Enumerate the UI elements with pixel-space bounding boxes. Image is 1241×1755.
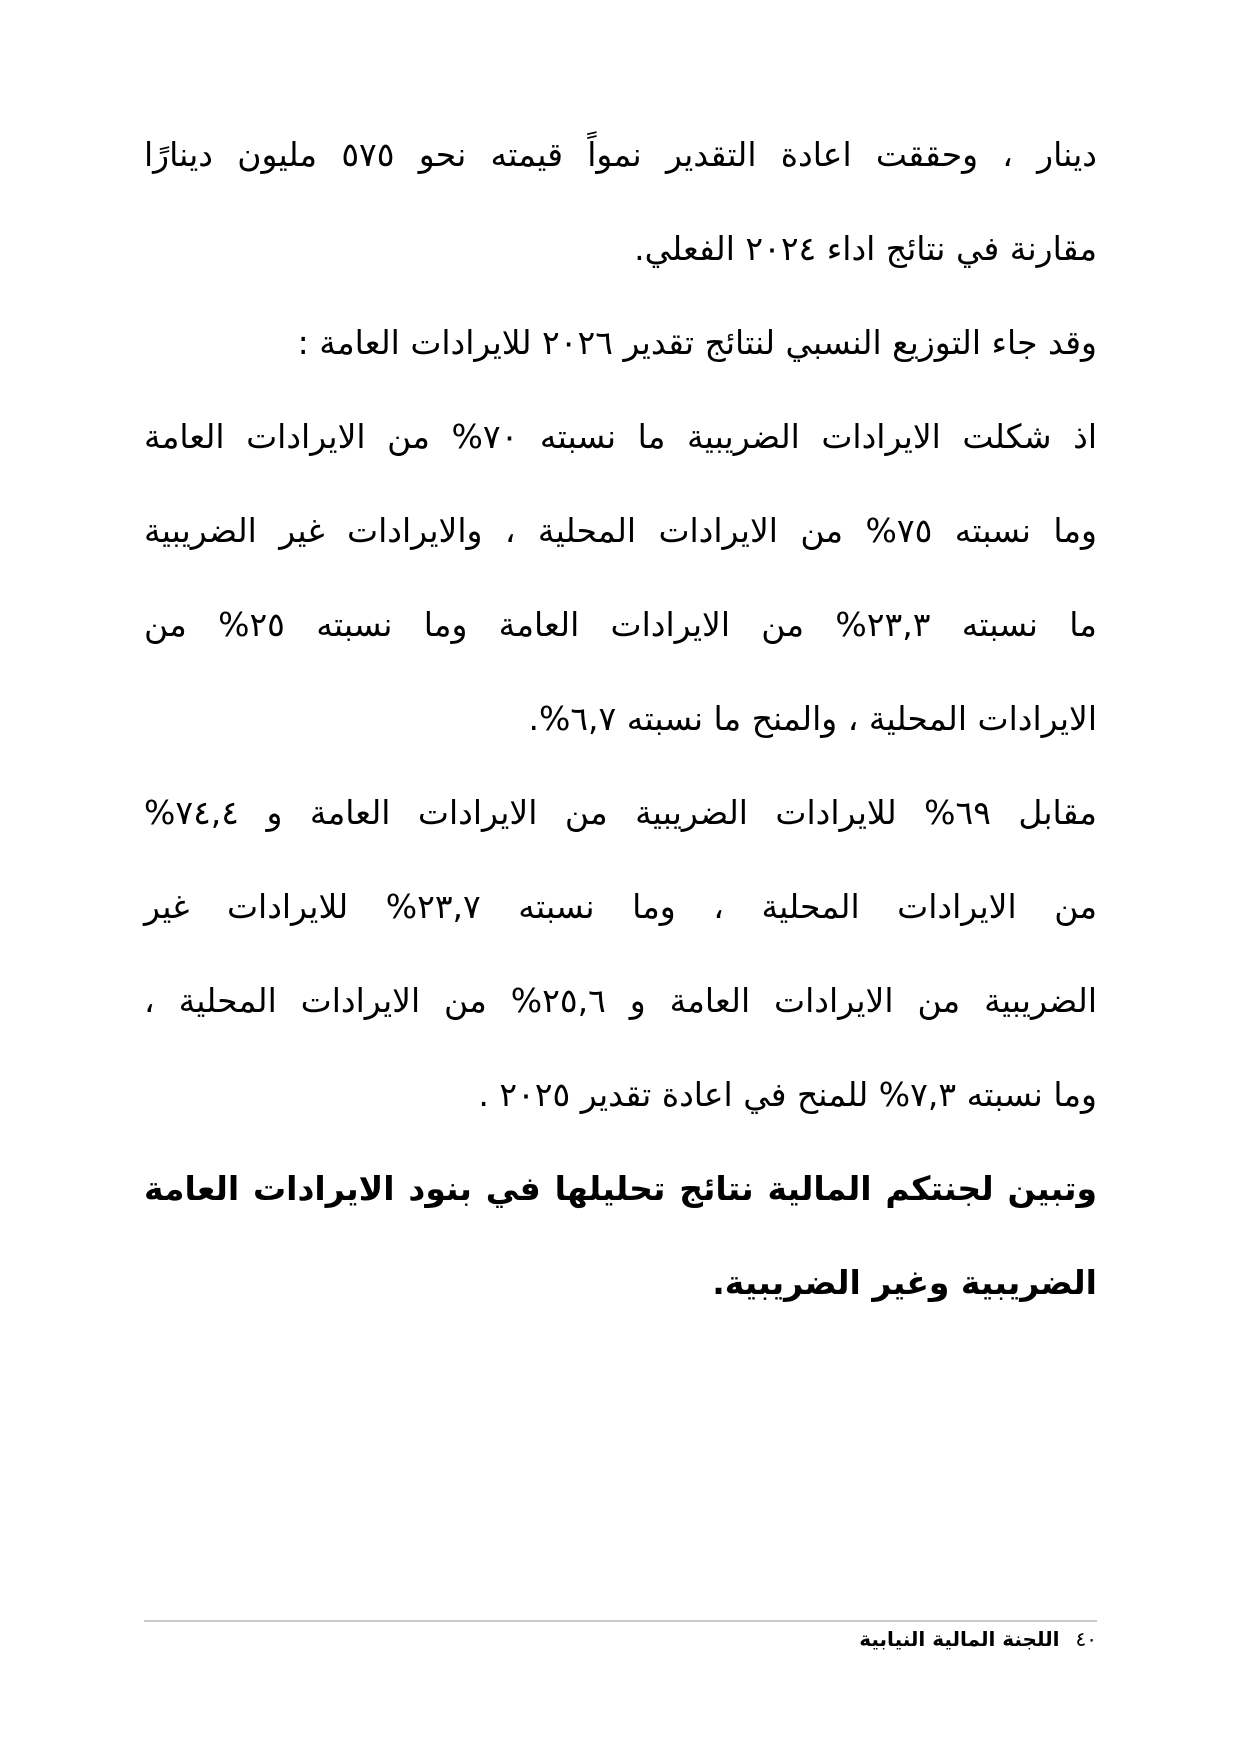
text-line: دينار ، وحققت اعادة التقدير نمواً قيمته نحو ٥٧٥ مليون دينارًا	[144, 135, 1097, 174]
text-line-bold: وتبين لجنتكم المالية نتائج تحليلها في بنود الايرادات العامة	[144, 1169, 1097, 1208]
page-footer	[144, 1620, 1097, 1651]
text-line: مقارنة في نتائج اداء ٢٠٢٤ الفعلي.	[634, 229, 1097, 268]
text-line: ما نسبته ٢٣,٣% من الايرادات العامة وما نسبته ٢٥% من	[144, 605, 1097, 644]
text-line: الايرادات المحلية ، والمنح ما نسبته ٦,٧%.	[528, 699, 1097, 738]
footer-committee-label: اللجنة المالية النيابية	[859, 1627, 1060, 1651]
text-line: وما نسبته ٧٥% من الايرادات المحلية ، والايرادات غير الضريبية	[144, 511, 1097, 550]
text-line: وما نسبته ٧,٣% للمنح في اعادة تقدير ٢٠٢٥ .	[478, 1075, 1097, 1114]
text-line: من الايرادات المحلية ، وما نسبته ٢٣,٧% للايرادات غير	[144, 887, 1097, 926]
text-line: وقد جاء التوزيع النسبي لنتائج تقدير ٢٠٢٦ للايرادات العامة :	[297, 323, 1097, 362]
text-line: الضريبية من الايرادات العامة و ٢٥,٦% من الايرادات المحلية ،	[144, 981, 1097, 1020]
footer-page-number: ٤٠	[1075, 1627, 1097, 1651]
text-line-bold: الضريبية وغير الضريبية.	[712, 1263, 1097, 1302]
text-line: اذ شكلت الايرادات الضريبية ما نسبته ٧٠% من الايرادات العامة	[144, 417, 1098, 456]
text-line: مقابل ٦٩% للايرادات الضريبية من الايرادات العامة و ٧٤,٤%	[144, 793, 1097, 832]
document-body	[144, 108, 1097, 1330]
